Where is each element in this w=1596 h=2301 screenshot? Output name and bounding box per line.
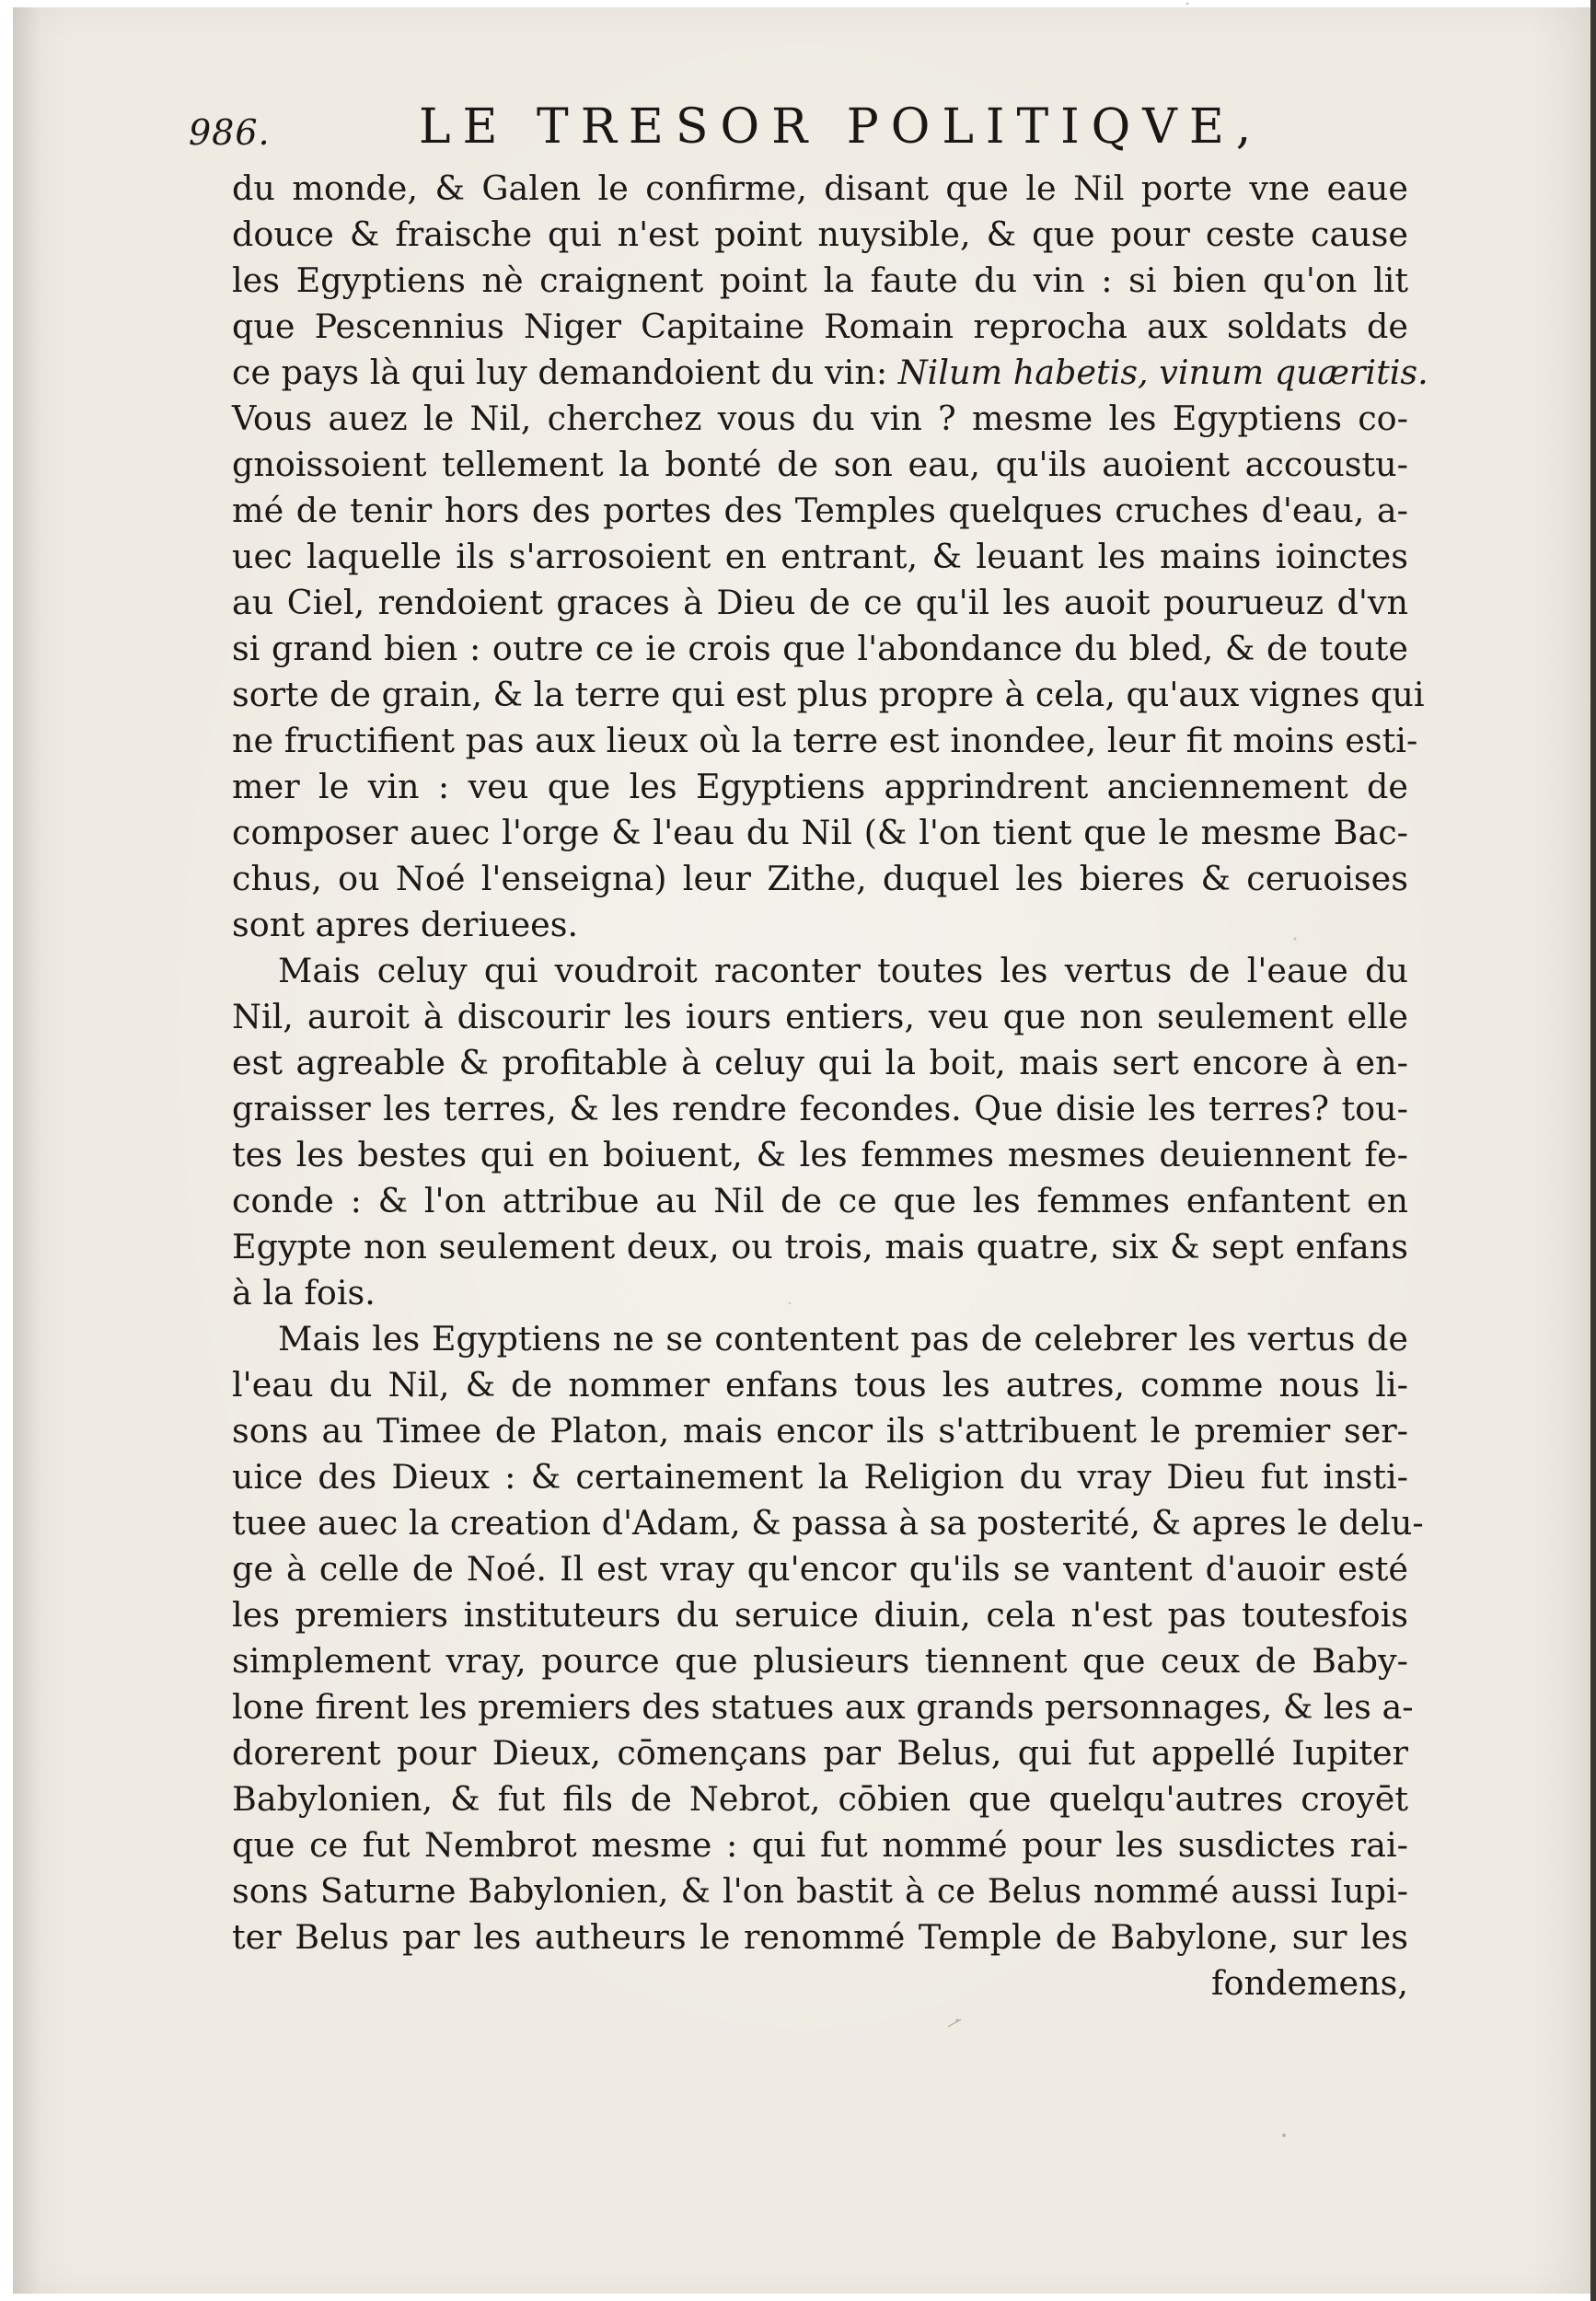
text-line: ter Belus par les autheurs le renommé Temple de Babylone, sur les xyxy=(232,1917,1408,1957)
text-line: uice des Dieux : & certainement la Religion du vray Dieu fut insti- xyxy=(232,1457,1408,1497)
text-line: que Pescennius Niger Capitaine Romain reprocha aux soldats de xyxy=(232,306,1408,346)
text-line: sons au Timee de Platon, mais encor ils s'attribuent le premier ser- xyxy=(232,1411,1408,1451)
text-line: conde : & l'on attribue au Nil de ce que les femmes enfantent en xyxy=(232,1181,1408,1220)
text-line: ge à celle de Noé. Il est vray qu'encor qu'ils se vantent d'auoir esté xyxy=(232,1549,1408,1589)
text-line: est agreable & profitable à celuy qui la boit, mais sert encore à en- xyxy=(232,1043,1408,1082)
text-line: gnoissoient tellement la bonté de son eau, qu'ils auoient accoustu- xyxy=(232,445,1408,484)
text-line: les premiers instituteurs du seruice diuin, cela n'est pas toutesfois xyxy=(232,1595,1408,1635)
page-header xyxy=(189,99,1264,164)
text-line: les Egyptiens nè craignent point la faute du vin : si bien qu'on lit xyxy=(232,260,1408,300)
latin-phrase: Nilum habetis, vinum quæritis. xyxy=(897,353,1428,392)
text-line: sons Saturne Babylonien, & l'on bastit à ce Belus nommé aussi Iupi- xyxy=(232,1871,1408,1911)
paragraph-end-line: sont apres deriuees. xyxy=(232,905,579,944)
text-line: mé de tenir hors des portes des Temples quelques cruches d'eau, a- xyxy=(232,491,1408,530)
body-text xyxy=(232,166,1428,2006)
paragraph-start-line: Mais celuy qui voudroit raconter toutes les vertus de l'eaue du xyxy=(278,951,1408,990)
text-line: Babylonien, & fut fils de Nebrot, cōbien que quelqu'autres croyēt xyxy=(232,1779,1408,1819)
paragraph-end-line: à la fois. xyxy=(232,1273,376,1312)
running-title: LE TRESOR POLITIQVE, xyxy=(419,99,1264,155)
text-line: chus, ou Noé l'enseigna) leur Zithe, duquel les bieres & ceruoises xyxy=(232,859,1408,898)
text-line: au Ciel, rendoient graces à Dieu de ce qu'il les auoit pourueuz d'vn xyxy=(232,583,1408,622)
text-line: tuee auec la creation d'Adam, & passa à sa posterité, & apres le delu- xyxy=(232,1503,1424,1543)
page-edge xyxy=(1590,0,1596,2301)
text-line: Vous auez le Nil, cherchez vous du vin ? mesme les Egyptiens co- xyxy=(232,399,1408,438)
text-line: du monde, & Galen le confirme, disant que le Nil porte vne eaue xyxy=(232,168,1408,208)
text-segment: ce pays là qui luy demandoient du vin: xyxy=(232,353,888,392)
text-line: graisser les terres, & les rendre fecondes. Que disie les terres? tou- xyxy=(232,1089,1408,1128)
text-line: ne fructifient pas aux lieux où la terre est inondee, leur fit moins esti- xyxy=(232,721,1418,760)
gutter-shadow xyxy=(13,7,40,2294)
catchword: fondemens, xyxy=(1210,1963,1408,2003)
text-line: l'eau du Nil, & de nommer enfans tous les autres, comme nous li- xyxy=(232,1365,1408,1405)
text-line: composer auec l'orge & l'eau du Nil (& l'on tient que le mesme Bac- xyxy=(232,813,1408,852)
text-line: simplement vray, pource que plusieurs tiennent que ceux de Baby- xyxy=(232,1641,1408,1681)
text-line-with-latin xyxy=(232,350,1428,396)
page-number: 986. xyxy=(189,112,271,153)
text-line: dorerent pour Dieux, cōmençans par Belus, qui fut appellé Iupiter xyxy=(232,1733,1408,1773)
text-line: lone firent les premiers des statues aux grands personnages, & les a- xyxy=(232,1687,1414,1727)
text-line: Nil, auroit à discourir les iours entiers, veu que non seulement elle xyxy=(232,997,1408,1036)
paragraph-start-line: Mais les Egyptiens ne se contentent pas de celebrer les vertus de xyxy=(278,1319,1408,1359)
text-line: que ce fut Nembrot mesme : qui fut nommé pour les susdictes rai- xyxy=(232,1825,1408,1865)
text-line: Egypte non seulement deux, ou trois, mais quatre, six & sept enfans xyxy=(232,1227,1408,1266)
text-line: tes les bestes qui en boiuent, & les femmes mesmes deuiennent fe- xyxy=(232,1135,1408,1174)
text-line: mer le vin : veu que les Egyptiens apprindrent anciennement de xyxy=(232,767,1408,806)
text-line: si grand bien : outre ce ie crois que l'abondance du bled, & de toute xyxy=(232,629,1408,668)
text-line: douce & fraische qui n'est point nuysible, & que pour ceste cause xyxy=(232,214,1408,254)
text-line: sorte de grain, & la terre qui est plus propre à cela, qu'aux vignes qui xyxy=(232,675,1425,714)
text-line: uec laquelle ils s'arrosoient en entrant, & leuant les mains ioinctes xyxy=(232,537,1408,576)
